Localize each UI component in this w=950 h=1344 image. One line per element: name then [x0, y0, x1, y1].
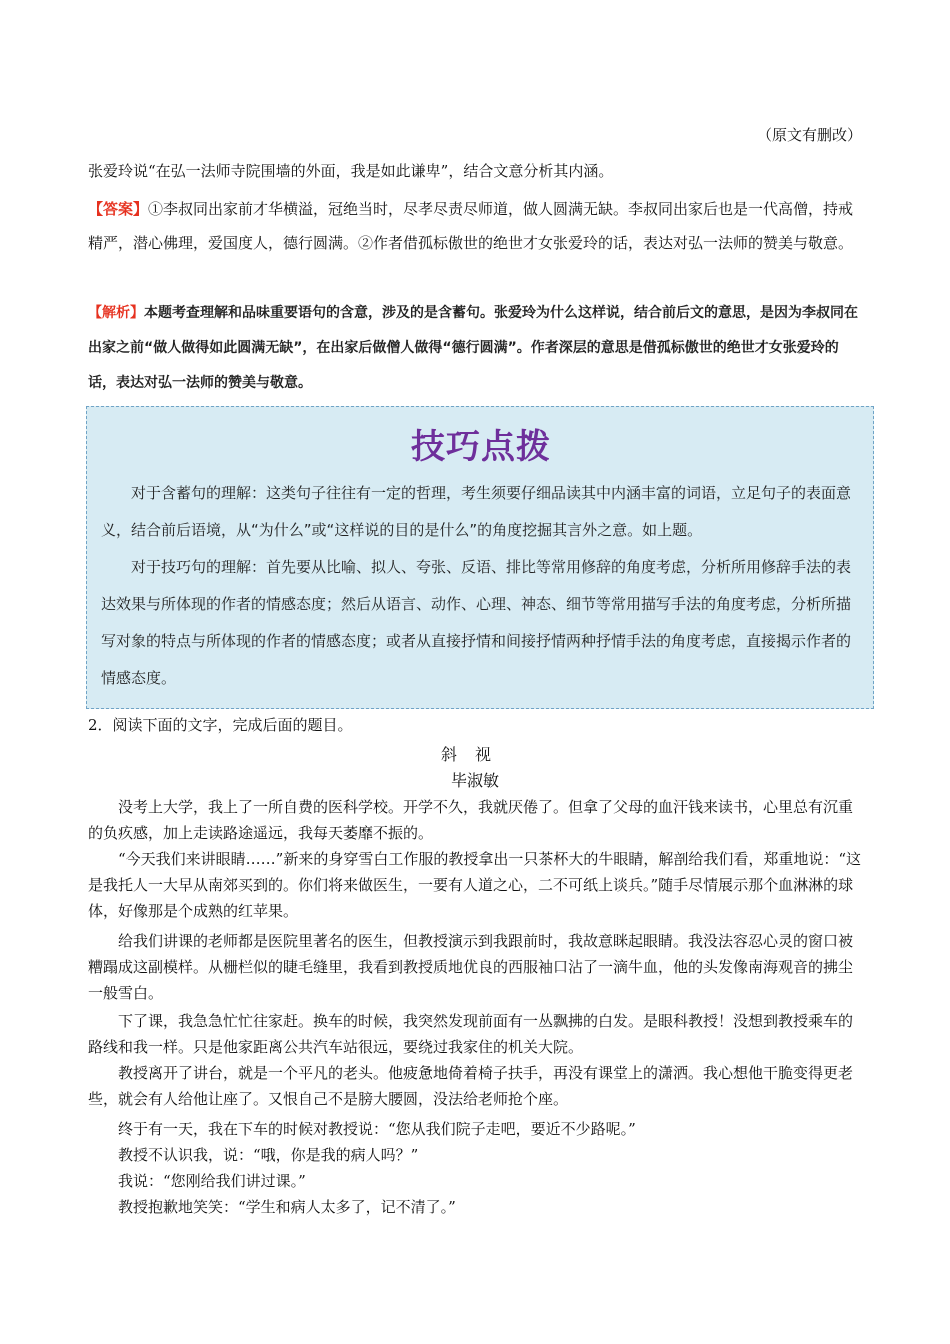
analysis-tag: 【解析】: [88, 305, 144, 321]
tips-box: [86, 406, 874, 709]
question-text: 张爱玲说“在弘一法师寺院围墙的外面，我是如此谦卑”，结合文意分析其内涵。: [88, 162, 614, 180]
analysis-block: [88, 296, 863, 401]
story-paragraph: 没考上大学，我上了一所自费的医科学校。开学不久，我就厌倦了。但拿了父母的血汗钱来读书，心里总有沉重的负疚感，加上走读路途遥远，我每天萎靡不振的。: [88, 798, 854, 842]
story-author: 毕淑敏: [450, 771, 499, 790]
story-paragraph: 下了课，我急急忙忙往家赶。换车的时候，我突然发现前面有一丛飘拂的白发。是眼科教授！没想到教授乘车的路线和我一样。只是他家距离公共汽车站很远，要绕过我家住的机关大院。: [88, 1012, 854, 1056]
story-paragraph: 教授抱歉地笑笑：“学生和病人太多了，记不清了。”: [118, 1198, 456, 1216]
story-paragraph: 终于有一天，我在下车的时候对教授说：“您从我们院子走吧，要近不少路呢。”: [118, 1120, 636, 1138]
answer-text: ①李叔同出家前才华横溢，冠绝当时，尽孝尽责尽师道，做人圆满无缺。李叔同出家后也是一代高僧，持戒精严，潜心佛理，爱国度人，德行圆满。②作者借孤标傲世的绝世才女张爱玲的话，表达对弘一法师的赞美与敬意。: [88, 200, 854, 252]
source-note: （原文有删改）: [756, 126, 862, 144]
answer-block: [88, 192, 863, 260]
story-paragraph: 我说：“您刚给我们讲过课。”: [118, 1172, 306, 1190]
story-paragraph: 给我们讲课的老师都是医院里著名的医生，但教授演示到我跟前时，我故意眯起眼睛。我没法容忍心灵的窗口被糟蹋成这副模样。从栅栏似的睫毛缝里，我看到教授质地优良的西服袖口沾了一滴牛血，他的头发像南海观音的拂尘一般雪白。: [88, 932, 854, 1002]
question-2: 2．阅读下面的文字，完成后面的题目。: [88, 716, 353, 734]
analysis-text: 本题考查理解和品味重要语句的含意，涉及的是含蓄句。张爱玲为什么这样说，结合前后文的意思，是因为李叔同在出家之前“做人做得如此圆满无缺”，在出家后做僧人做得“德行圆满”。作者深层的意思是借孤标傲世的绝世才女张爱玲的话，表达对弘一法师的赞美与敬意。: [88, 305, 858, 391]
tips-paragraph-2: 对于技巧句的理解：首先要从比喻、拟人、夸张、反语、排比等常用修辞的角度考虑，分析所用修辞手法的表达效果与所体现的作者的情感态度；然后从语言、动作、心理、神态、细节等常用描写手法的角度考虑，分析所描写对象的特点与所体现的作者的情感态度；或者从直接抒情和间接抒情两种抒情手法的角度考虑，直接揭示作者的情感态度。: [101, 558, 852, 687]
tips-title: 技巧点拨: [411, 427, 551, 467]
tips-paragraph-1: 对于含蓄句的理解：这类句子往往有一定的哲理，考生须要仔细品读其中内涵丰富的词语，立足句子的表面意义，结合前后语境，从“为什么”或“这样说的目的是什么”的角度挖掘其言外之意。如上题。: [101, 484, 852, 539]
story-paragraph: “今天我们来讲眼睛……”新来的身穿雪白工作服的教授拿出一只茶杯大的牛眼睛，解剖给我们看，郑重地说：“这是我托人一大早从南郊买到的。你们将来做医生，一要有人道之心，二不可纸上谈兵。”随手尽情展示那个血淋淋的球体，好像那是个成熟的红苹果。: [88, 850, 862, 920]
story-paragraph: 教授离开了讲台，就是一个平凡的老头。他疲惫地倚着椅子扶手，再没有课堂上的潇洒。我心想他干脆变得更老些，就会有人给他让座了。又恨自己不是膀大腰圆，没法给老师抢个座。: [88, 1064, 854, 1108]
story-paragraph: 教授不认识我，说：“哦，你是我的病人吗？”: [118, 1146, 419, 1164]
answer-tag: 【答案】: [88, 200, 149, 218]
story-title: 斜视: [440, 745, 509, 764]
